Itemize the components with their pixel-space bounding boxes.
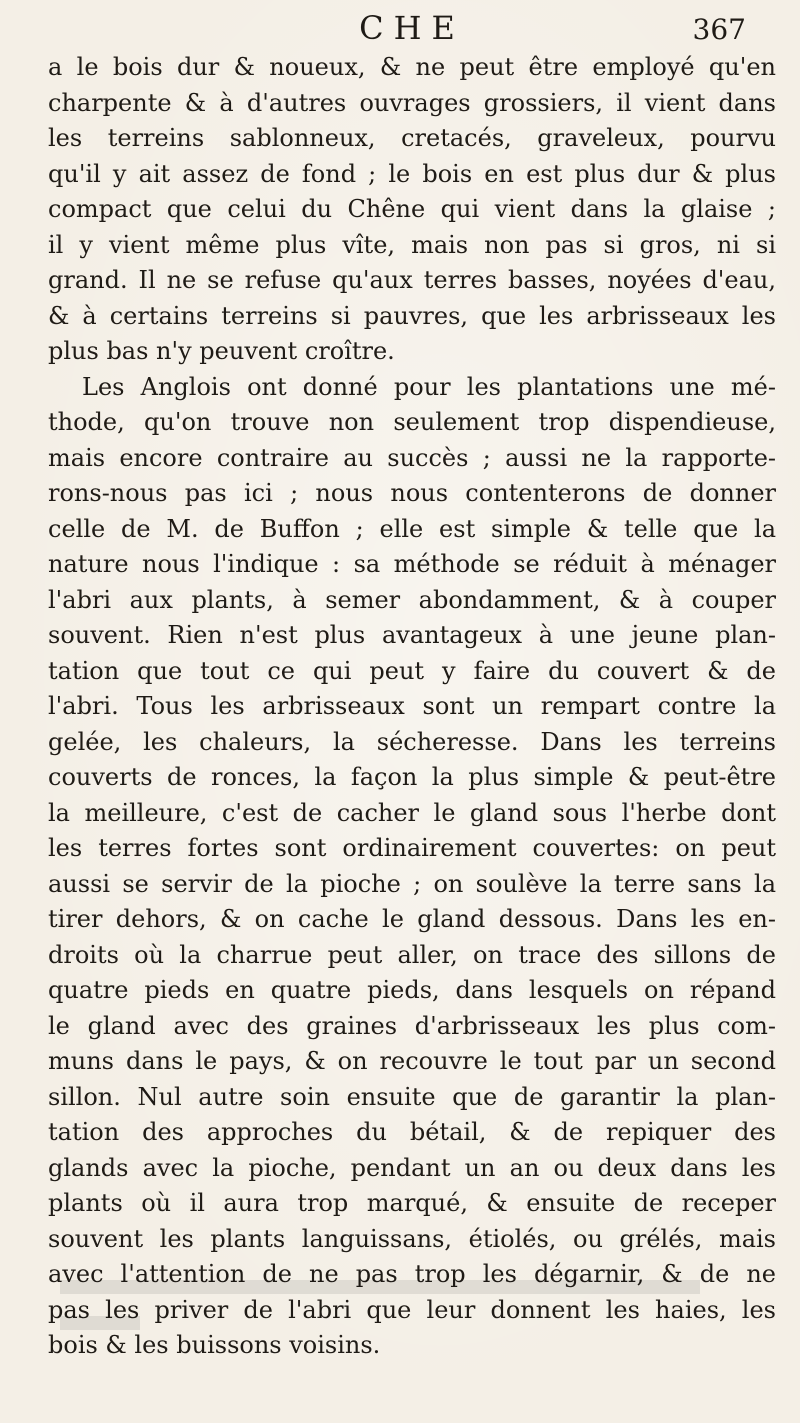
text-line: muns dans le pays, & on recouvre le tout par un second: [48, 1047, 776, 1075]
text-line: l'abri. Tous les arbrisseaux sont un rempart contre la: [48, 692, 776, 720]
text-line: avec l'attention de ne pas trop les dégarnir, & de ne: [48, 1260, 776, 1288]
text-line: le gland avec des graines d'arbrisseaux les plus com-: [48, 1011, 776, 1040]
running-head: CHE: [359, 9, 465, 47]
text-line: & à certains terreins si pauvres, que les arbrisseaux les: [48, 301, 776, 330]
text-line: sillon. Nul autre soin ensuite que de garantir la plan-: [48, 1082, 776, 1111]
text-line: bois & les buissons voisins.: [48, 1331, 381, 1359]
text-line: droits où la charrue peut aller, on trace des sillons de: [48, 940, 776, 969]
text-line: charpente & à d'autres ouvrages grossiers, il vient dans: [48, 88, 776, 117]
text-line: quatre pieds en quatre pieds, dans lesquels on répand: [48, 976, 776, 1004]
text-line: tation des approches du bétail, & de repiquer des: [48, 1118, 776, 1146]
page-header: [48, 0, 776, 50]
text-line: souvent. Rien n'est plus avantageux à une jeune plan-: [48, 621, 776, 649]
text-line: couverts de ronces, la façon la plus simple & peut-être: [48, 763, 776, 791]
text-line: nature nous l'indique : sa méthode se réduit à ménager: [48, 550, 776, 578]
text-line: compact que celui du Chêne qui vient dans la glaise ;: [48, 195, 776, 223]
text-line: thode, qu'on trouve non seulement trop dispendieuse,: [48, 408, 776, 436]
text-line: mais encore contraire au succès ; aussi ne la rapporte-: [48, 443, 776, 472]
text-line: les terreins sablonneux, cretacés, graveleux, pourvu: [48, 124, 776, 152]
text-line: Les Anglois ont donné pour les plantations une mé-: [82, 372, 776, 401]
text-line: aussi se servir de la pioche ; on soulève la terre sans la: [48, 869, 776, 898]
text-line: la meilleure, c'est de cacher le gland sous l'herbe dont: [48, 798, 776, 827]
text-line: tirer dehors, & on cache le gland dessous. Dans les en-: [48, 905, 776, 933]
page-number: 367: [692, 13, 746, 46]
text-line: celle de M. de Buffon ; elle est simple & telle que la: [48, 514, 776, 543]
text-line: tation que tout ce qui peut y faire du couvert & de: [48, 656, 776, 685]
text-line: les terres fortes sont ordinairement couvertes: on peut: [48, 834, 776, 862]
paragraph-2: [48, 370, 776, 1364]
text-line: gelée, les chaleurs, la sécheresse. Dans les terreins: [48, 727, 776, 756]
text-line: il y vient même plus vîte, mais non pas si gros, ni si: [48, 230, 776, 259]
text-line: souvent les plants languissans, étiolés, ou grélés, mais: [48, 1224, 776, 1253]
body-text: [48, 50, 776, 1364]
text-line: glands avec la pioche, pendant un an ou deux dans les: [48, 1153, 776, 1182]
text-line: pas les priver de l'abri que leur donnent les haies, les: [48, 1295, 776, 1324]
text-line: rons-nous pas ici ; nous nous contenterons de donner: [48, 479, 776, 507]
text-line: qu'il y ait assez de fond ; le bois en est plus dur & plus: [48, 159, 776, 188]
text-line: grand. Il ne se refuse qu'aux terres basses, noyées d'eau,: [48, 266, 776, 294]
text-line: a le bois dur & noueux, & ne peut être employé qu'en: [48, 53, 776, 81]
text-line: l'abri aux plants, à semer abondamment, & à couper: [48, 585, 776, 614]
text-line: plants où il aura trop marqué, & ensuite de receper: [48, 1189, 776, 1217]
text-line: plus bas n'y peuvent croître.: [48, 337, 395, 365]
paragraph-1: [48, 50, 776, 370]
